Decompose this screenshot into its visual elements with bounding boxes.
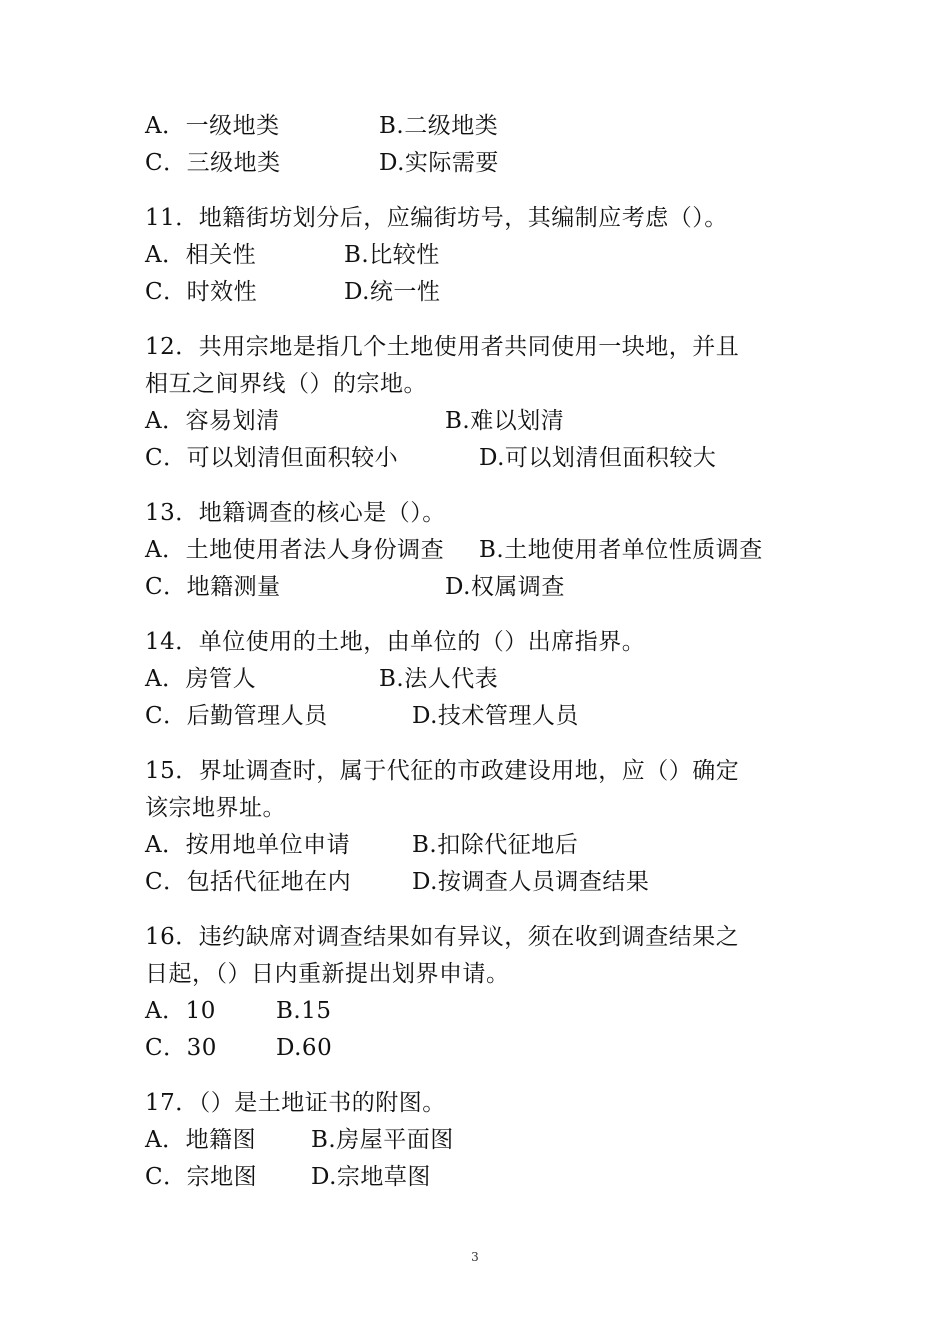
- q15-options-row-1: [145, 827, 805, 864]
- q16-option-c: C．30: [145, 1035, 217, 1061]
- q16-option-a: A．10: [145, 998, 216, 1024]
- q11-option-a: A．相关性: [145, 242, 257, 268]
- q15-options-row-2: [145, 864, 805, 901]
- spacer: [145, 1067, 805, 1085]
- q15-option-c: C．包括代征地在内: [145, 869, 352, 895]
- q10-option-d: D.实际需要: [379, 150, 499, 176]
- spacer: [145, 182, 805, 200]
- q14-option-c: C．后勤管理人员: [145, 703, 328, 729]
- q12-stem-line-1: 12．共用宗地是指几个土地使用者共同使用一块地，并且: [145, 334, 740, 360]
- q16-stem-line-1: 16．违约缺席对调查结果如有异议，须在收到调查结果之: [145, 924, 740, 950]
- q12-options-row-1: [145, 403, 805, 440]
- q11-options-row-1: [145, 237, 805, 274]
- q13-option-a: A．土地使用者法人身份调查: [145, 537, 445, 563]
- q15-stem-line-2: 该宗地界址。: [145, 795, 286, 821]
- q11-option-c: C．时效性: [145, 279, 258, 305]
- q13-option-d: D.权属调查: [445, 574, 565, 600]
- q15-option-a: A．按用地单位申请: [145, 832, 351, 858]
- q11-stem: 11．地籍街坊划分后，应编街坊号，其编制应考虑（）。: [145, 205, 728, 231]
- q17-option-d: D.宗地草图: [311, 1164, 431, 1190]
- q17-options-row-2: [145, 1159, 805, 1196]
- q13-options-row-1: [145, 532, 805, 569]
- q12-option-d: D.可以划清但面积较大: [479, 445, 717, 471]
- spacer: [145, 735, 805, 753]
- q13-option-b: B.土地使用者单位性质调查: [479, 537, 763, 563]
- q14-options-row-2: [145, 698, 805, 735]
- q15-option-b: B.扣除代征地后: [412, 832, 579, 858]
- q10-option-a: A．一级地类: [145, 113, 280, 139]
- spacer: [145, 477, 805, 495]
- q11-option-b: B.比较性: [344, 242, 440, 268]
- q14-options-row-1: [145, 661, 805, 698]
- q15-stem-line-1: 15．界址调查时，属于代征的市政建设用地，应（）确定: [145, 758, 740, 784]
- q12-stem-line-2: 相互之间界线（）的宗地。: [145, 371, 427, 397]
- q12-option-a: A．容易划清: [145, 408, 280, 434]
- q14-option-a: A．房管人: [145, 666, 257, 692]
- q10-option-b: B.二级地类: [379, 113, 499, 139]
- q13-option-c: C．地籍测量: [145, 574, 281, 600]
- q11-option-d: D.统一性: [344, 279, 441, 305]
- q17-stem: 17．（）是土地证书的附图。: [145, 1090, 446, 1116]
- q17-option-a: A．地籍图: [145, 1127, 257, 1153]
- spacer: [145, 901, 805, 919]
- q13-options-row-2: [145, 569, 805, 606]
- question-list: [145, 108, 805, 1196]
- q10-option-c: C．三级地类: [145, 150, 281, 176]
- q11-options-row-2: [145, 274, 805, 311]
- q16-option-d: D.60: [276, 1035, 333, 1061]
- q17-option-b: B.房屋平面图: [311, 1127, 454, 1153]
- q14-stem: 14．单位使用的土地，由单位的（）出席指界。: [145, 629, 646, 655]
- spacer: [145, 606, 805, 624]
- q10-options-row-1: [145, 108, 805, 145]
- q10-options-row-2: [145, 145, 805, 182]
- spacer: [145, 311, 805, 329]
- q17-option-c: C．宗地图: [145, 1164, 258, 1190]
- q12-option-c: C．可以划清但面积较小: [145, 445, 399, 471]
- q14-option-d: D.技术管理人员: [412, 703, 579, 729]
- q16-stem-line-2: 日起，（）日内重新提出划界申请。: [145, 961, 510, 987]
- q12-option-b: B.难以划清: [445, 408, 565, 434]
- q13-stem: 13．地籍调查的核心是（）。: [145, 500, 446, 526]
- q16-option-b: B.15: [276, 998, 332, 1024]
- q12-options-row-2: [145, 440, 805, 477]
- page-number: 3: [471, 1250, 479, 1264]
- q14-option-b: B.法人代表: [379, 666, 499, 692]
- q17-options-row-1: [145, 1122, 805, 1159]
- q16-options-row-1: [145, 993, 805, 1030]
- q16-options-row-2: [145, 1030, 805, 1067]
- q15-option-d: D.按调查人员调查结果: [412, 869, 650, 895]
